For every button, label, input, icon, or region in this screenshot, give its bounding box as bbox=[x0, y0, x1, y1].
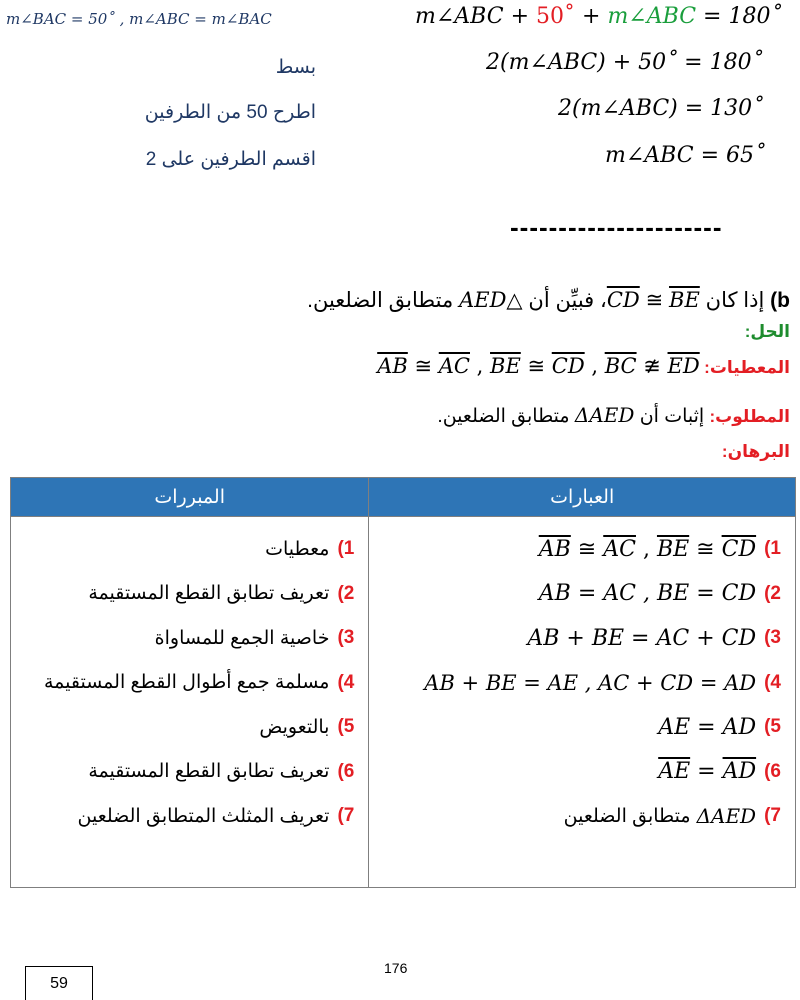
statement-triangle: ΔAED bbox=[696, 804, 757, 829]
row-number: 1) bbox=[337, 538, 355, 560]
separator-line: ---------------------- bbox=[510, 212, 723, 242]
row-number: 6) bbox=[764, 760, 781, 782]
eq1-plus: + bbox=[575, 4, 608, 29]
statement-text: AB + BE = AE , AC + CD = AD bbox=[424, 670, 757, 695]
question-b bbox=[307, 288, 790, 313]
solution-label: الحل: bbox=[744, 322, 790, 341]
reason-text: مسلمة جمع أطوال القطع المستقيمة bbox=[43, 672, 330, 694]
triangle-aed: △AED bbox=[459, 288, 523, 312]
equation-3: 2(m∠ABC) = 130˚ bbox=[558, 96, 764, 121]
statements-column bbox=[369, 517, 796, 888]
reason-text: بالتعويض bbox=[259, 716, 330, 738]
required-triangle: ΔAED bbox=[574, 403, 635, 427]
statement-row bbox=[369, 705, 795, 750]
statement-row bbox=[369, 794, 795, 839]
given-statement: $\overline{AB}$ ≅ $\overline{AC}$ , $\overline{BE}$ ≅ $\overline{CD}$ , $\overline{BC}$ ≇ $\overline{ED}$ bbox=[377, 354, 700, 378]
segment-cd: CD bbox=[606, 288, 640, 312]
question-mid: ، فبيِّن أن bbox=[528, 289, 607, 312]
equation-4: m∠ABC = 65˚ bbox=[605, 143, 766, 168]
row-number: 3) bbox=[337, 627, 355, 649]
statement-row bbox=[369, 661, 795, 706]
statement-text: AB + BE = AC + CD bbox=[527, 625, 757, 651]
reasons-header: المبررات bbox=[11, 478, 369, 517]
eq1-fifty: 50 bbox=[536, 4, 565, 29]
reason-row bbox=[11, 794, 368, 839]
reasons-column bbox=[11, 517, 369, 888]
required-pre: إثبات أن bbox=[639, 406, 705, 427]
given-angle-note: m∠BAC = 50˚ , m∠ABC = m∠BAC bbox=[6, 10, 272, 28]
row-number: 3) bbox=[764, 627, 781, 649]
row-number: 2) bbox=[764, 582, 781, 604]
equation-1 bbox=[415, 4, 781, 29]
reason-row bbox=[11, 616, 368, 661]
proof-label: البرهان: bbox=[721, 442, 790, 461]
statement-text: متطابق الضلعين bbox=[563, 805, 691, 827]
required-post: متطابق الضلعين. bbox=[437, 406, 570, 427]
segment-be: BE bbox=[669, 288, 700, 312]
eq1-term-e: m∠ABC bbox=[607, 4, 697, 29]
question-end: متطابق الضلعين. bbox=[307, 289, 454, 312]
statement-row bbox=[369, 750, 795, 795]
reason-row bbox=[11, 705, 368, 750]
statement-text: $\overline{AE} = \overline{AD}$ bbox=[658, 759, 757, 785]
row-number: 4) bbox=[764, 671, 781, 693]
statement-text: AE = AD bbox=[658, 714, 757, 740]
step-note-divide: اقسم الطرفين على 2 bbox=[145, 149, 316, 170]
row-number: 7) bbox=[764, 805, 781, 827]
eq1-result: = 180˚ bbox=[696, 4, 782, 29]
equation-2: 2(m∠ABC) + 50˚ = 180˚ bbox=[486, 50, 763, 75]
statement-row bbox=[369, 616, 795, 661]
statement-row bbox=[369, 572, 795, 617]
row-number: 2) bbox=[337, 582, 355, 604]
step-note-simplify: بسط bbox=[275, 57, 316, 78]
statements-header: العبارات bbox=[369, 478, 796, 517]
reason-text: تعريف المثلث المتطابق الضلعين bbox=[77, 805, 330, 827]
statement-text: AB = AC , BE = CD bbox=[538, 581, 757, 607]
row-number: 6) bbox=[337, 760, 355, 782]
reason-row bbox=[11, 661, 368, 706]
reason-text: معطيات bbox=[265, 538, 330, 560]
question-label: b) bbox=[770, 289, 790, 312]
page-number-box: 59 bbox=[25, 966, 93, 1000]
eq1-degree: ˚ bbox=[564, 4, 576, 29]
statement-text: $\overline{AB}$ ≅ $\overline{AC}$ , $\overline{BE}$ ≅ $\overline{CD}$ bbox=[538, 536, 757, 562]
row-number: 5) bbox=[337, 716, 355, 738]
congruent-symbol: ≅ bbox=[645, 288, 664, 312]
row-number: 4) bbox=[337, 671, 355, 693]
reason-text: تعريف تطابق القطع المستقيمة bbox=[88, 761, 330, 783]
statement-row bbox=[369, 527, 795, 572]
reason-row bbox=[11, 572, 368, 617]
row-number: 5) bbox=[764, 716, 781, 738]
row-number: 1) bbox=[764, 538, 781, 560]
given-line bbox=[377, 354, 790, 378]
question-prefix: إذا كان bbox=[705, 289, 765, 312]
required-line bbox=[437, 403, 790, 428]
given-label: المعطيات: bbox=[704, 358, 790, 377]
eq1-term-a: m∠ABC + bbox=[415, 4, 537, 29]
step-note-subtract: اطرح 50 من الطرفين bbox=[144, 102, 316, 123]
reason-row bbox=[11, 527, 368, 572]
page-number-center: 176 bbox=[384, 960, 408, 976]
row-number: 7) bbox=[337, 805, 355, 827]
reason-row bbox=[11, 750, 368, 795]
proof-table bbox=[10, 477, 796, 888]
required-label: المطلوب: bbox=[709, 407, 790, 426]
reason-text: تعريف تطابق القطع المستقيمة bbox=[88, 583, 330, 605]
reason-text: خاصية الجمع للمساواة bbox=[154, 627, 330, 649]
